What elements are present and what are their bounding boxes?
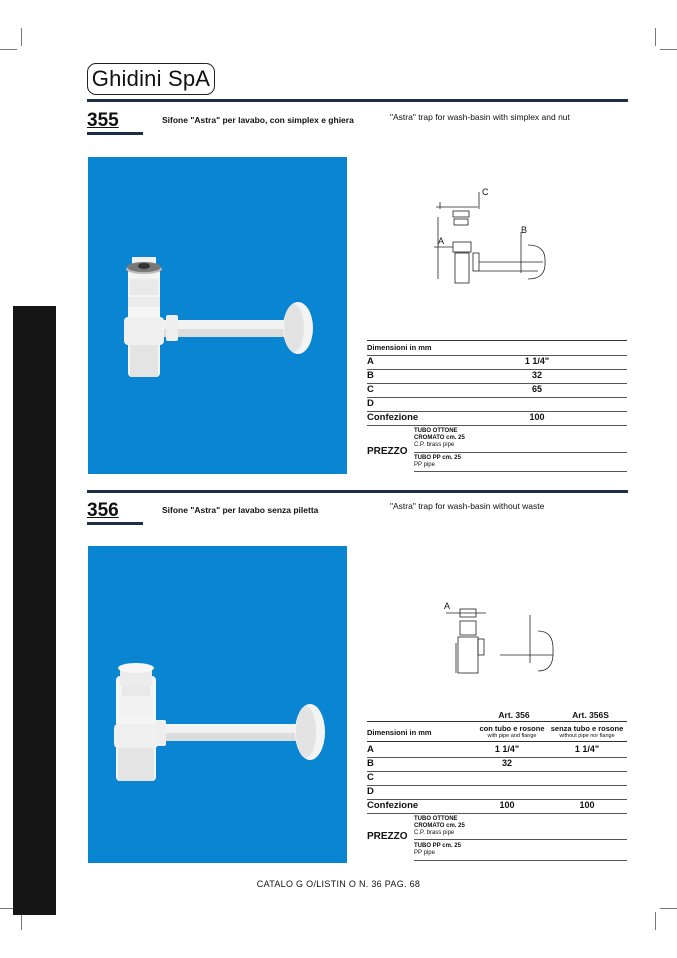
page-footer: CATALO G O/LISTIN O N. 36 PAG. 68 bbox=[256, 879, 421, 889]
article-rule bbox=[87, 522, 143, 525]
product-title-en: "Astra" trap for wash-basin without waste bbox=[390, 501, 545, 511]
price-option-sub: PP pipe bbox=[414, 462, 435, 468]
dim-label: Confezione bbox=[367, 800, 419, 811]
price-option-name: TUBO PP cm. 25 bbox=[414, 843, 461, 849]
dim-label: Confezione bbox=[367, 412, 419, 423]
column-sub: with pipe and flange bbox=[487, 733, 537, 739]
diagram-label: C bbox=[482, 187, 489, 197]
column-article: Art. 356 bbox=[498, 710, 530, 720]
price-option bbox=[414, 816, 627, 840]
dim-value: 100 bbox=[529, 412, 545, 422]
crop-mark bbox=[655, 28, 656, 46]
table-header: Dimensioni in mm bbox=[367, 728, 432, 737]
diagram-label: B bbox=[521, 225, 528, 235]
dim-label: C bbox=[367, 384, 374, 395]
article-number: 356 bbox=[87, 500, 119, 521]
product-title-it: Sifone "Astra" per lavabo senza piletta bbox=[162, 505, 319, 515]
crop-mark bbox=[0, 49, 17, 50]
price-option-name: TUBO OTTONE bbox=[414, 428, 458, 434]
price-label: PREZZO bbox=[367, 831, 408, 842]
price-option-sub: C.P. brass pipe bbox=[414, 442, 455, 448]
table-header: Dimensioni in mm bbox=[367, 343, 432, 352]
price-option-name: CROMATO cm. 25 bbox=[414, 823, 465, 829]
crop-mark bbox=[660, 908, 677, 909]
brand-logo: Ghidini SpA bbox=[87, 63, 215, 95]
side-tab bbox=[13, 306, 56, 915]
dim-label: A bbox=[367, 744, 374, 755]
price-option bbox=[414, 455, 627, 472]
dim-value: 1 1/4" bbox=[494, 744, 520, 754]
dim-label: B bbox=[367, 370, 374, 381]
dim-value: 1 1/4" bbox=[574, 744, 600, 754]
technical-diagram bbox=[438, 603, 558, 683]
dim-label: D bbox=[367, 786, 374, 797]
price-option-sub: PP pipe bbox=[414, 850, 435, 856]
product-title-it: Sifone "Astra" per lavabo, con simplex e ghiera bbox=[162, 115, 354, 125]
price-option bbox=[414, 428, 627, 453]
article-number: 355 bbox=[87, 110, 119, 131]
dim-value: 32 bbox=[501, 758, 512, 768]
price-option-name: CROMATO cm. 25 bbox=[414, 435, 465, 441]
product-title-en: "Astra" trap for wash-basin with simplex and nut bbox=[390, 112, 570, 122]
dim-label: B bbox=[367, 758, 374, 769]
crop-mark bbox=[660, 49, 677, 50]
price-option-name: TUBO OTTONE bbox=[414, 816, 458, 822]
dim-label: D bbox=[367, 398, 374, 409]
price-option bbox=[414, 843, 627, 861]
trap-photo-illustration bbox=[88, 546, 347, 863]
price-option-sub: C.P. brass pipe bbox=[414, 830, 455, 836]
column-article: Art. 356S bbox=[572, 710, 609, 720]
dimension-table bbox=[367, 710, 627, 862]
column-desc: senza tubo e rosone bbox=[550, 724, 624, 733]
dim-label: A bbox=[367, 356, 374, 367]
crop-mark bbox=[21, 28, 22, 46]
dim-value: 100 bbox=[499, 800, 515, 810]
crop-mark bbox=[655, 912, 656, 930]
dim-value: 65 bbox=[531, 384, 542, 394]
price-label: PREZZO bbox=[367, 446, 408, 457]
dim-value: 32 bbox=[531, 370, 542, 380]
product-photo bbox=[88, 546, 347, 863]
dim-value: 100 bbox=[579, 800, 595, 810]
price-option-name: TUBO PP cm. 25 bbox=[414, 455, 461, 461]
dimension-table bbox=[367, 340, 627, 472]
dim-value: 1 1/4" bbox=[524, 356, 550, 366]
column-desc: con tubo e rosone bbox=[479, 724, 545, 733]
diagram-label: A bbox=[438, 236, 445, 246]
product-photo bbox=[88, 157, 347, 474]
technical-diagram bbox=[428, 187, 563, 297]
article-rule bbox=[87, 132, 143, 135]
section-rule bbox=[87, 490, 628, 493]
column-sub: without pipe nor flange bbox=[559, 733, 615, 739]
dim-label: C bbox=[367, 772, 374, 783]
header-rule bbox=[87, 99, 628, 102]
trap-photo-illustration bbox=[88, 157, 347, 474]
diagram-label: A bbox=[444, 601, 451, 611]
